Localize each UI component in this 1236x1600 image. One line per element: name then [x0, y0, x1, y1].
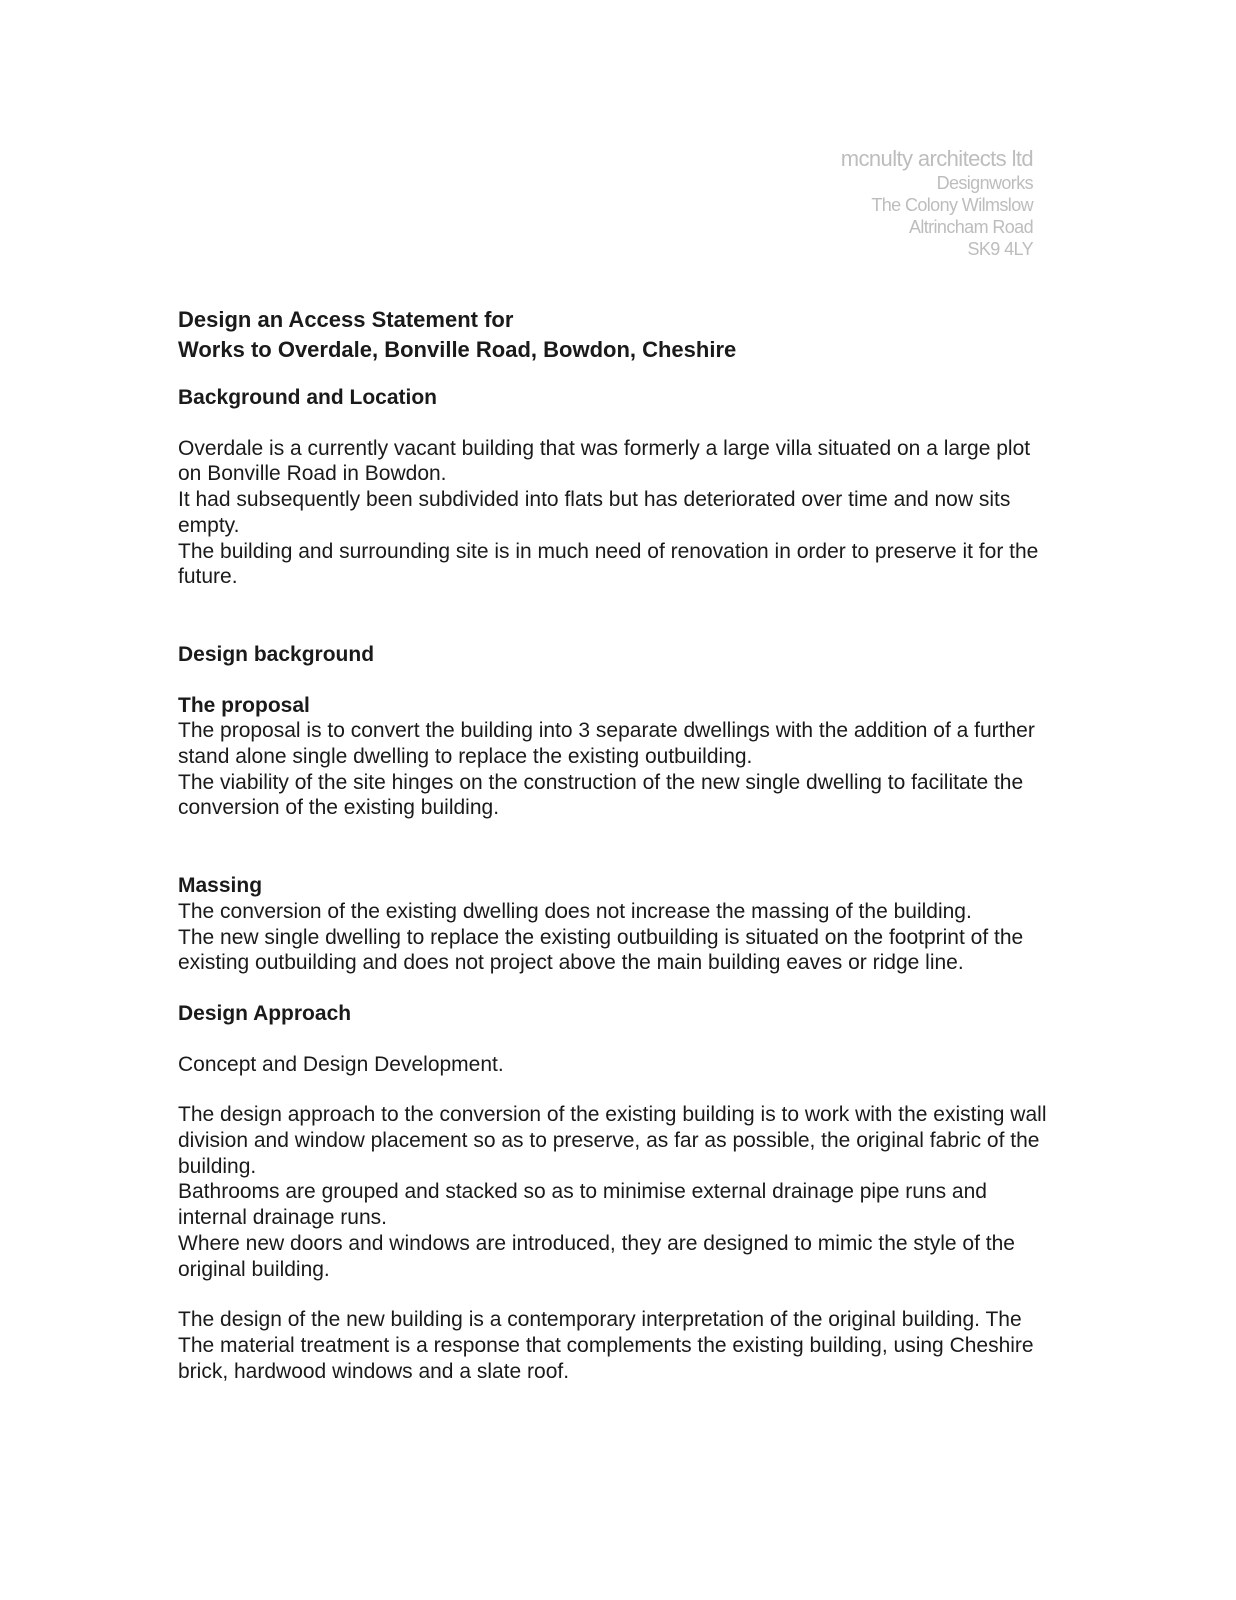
paragraph: Where new doors and windows are introduced, they are designed to mimic the style of the original building. [178, 1231, 1015, 1281]
heading-design-approach: Design Approach [178, 1001, 352, 1025]
document-title-line-1: Design an Access Statement for [178, 307, 514, 332]
address-line-2: The Colony Wilmslow [871, 195, 1033, 215]
document-title-line-2: Works to Overdale, Bonville Road, Bowdon, Cheshire [178, 337, 737, 362]
heading-background-location: Background and Location [178, 386, 438, 409]
paragraph: The design of the new building is a contemporary interpretation of the original building. The The material treatment is a response that complements the existing building, using Cheshire brick, hardwood windows and a slate roof. [178, 1308, 1034, 1383]
paragraph: The proposal is to convert the building into 3 separate dwellings with the addition of a further stand alone single dwelling to replace the existing outbuilding. [178, 719, 1035, 769]
company-name: mcnulty architects ltd [840, 146, 1033, 171]
paragraph: The viability of the site hinges on the construction of the new single dwelling to facilitate the conversion of the existing building. [178, 770, 1024, 820]
letterhead [841, 146, 1033, 260]
paragraph: Overdale is a currently vacant building that was formerly a large villa situated on a large plot on Bonville Road in Bowdon. [178, 436, 1031, 486]
paragraph: The design approach to the conversion of the existing building is to work with the existing wall division and window placement so as to preserve, as far as possible, the original fabric of the building. [178, 1103, 1047, 1178]
address-line-1: Designworks [936, 173, 1033, 193]
address-line-3: Altrincham Road [908, 217, 1033, 237]
paragraph: The new single dwelling to replace the existing outbuilding is situated on the footprint of the existing outbuilding and does not project above the main building eaves or ridge line. [178, 925, 1024, 975]
subheading-concept: Concept and Design Development. [178, 1052, 504, 1076]
paragraph: Bathrooms are grouped and stacked so as to minimise external drainage pipe runs and internal drainage runs. [178, 1180, 987, 1230]
heading-design-background: Design background [178, 642, 375, 666]
paragraph: The conversion of the existing dwelling does not increase the massing of the building. [178, 899, 972, 923]
paragraph: The building and surrounding site is in much need of renovation in order to preserve it for the future. [178, 539, 1039, 589]
document-body [178, 305, 1058, 1384]
heading-the-proposal: The proposal [178, 693, 310, 717]
heading-massing: Massing [178, 874, 263, 898]
paragraph: It had subsequently been subdivided into flats but has deteriorated over time and now sits empty. [178, 488, 1011, 537]
postcode: SK9 4LY [967, 239, 1033, 259]
